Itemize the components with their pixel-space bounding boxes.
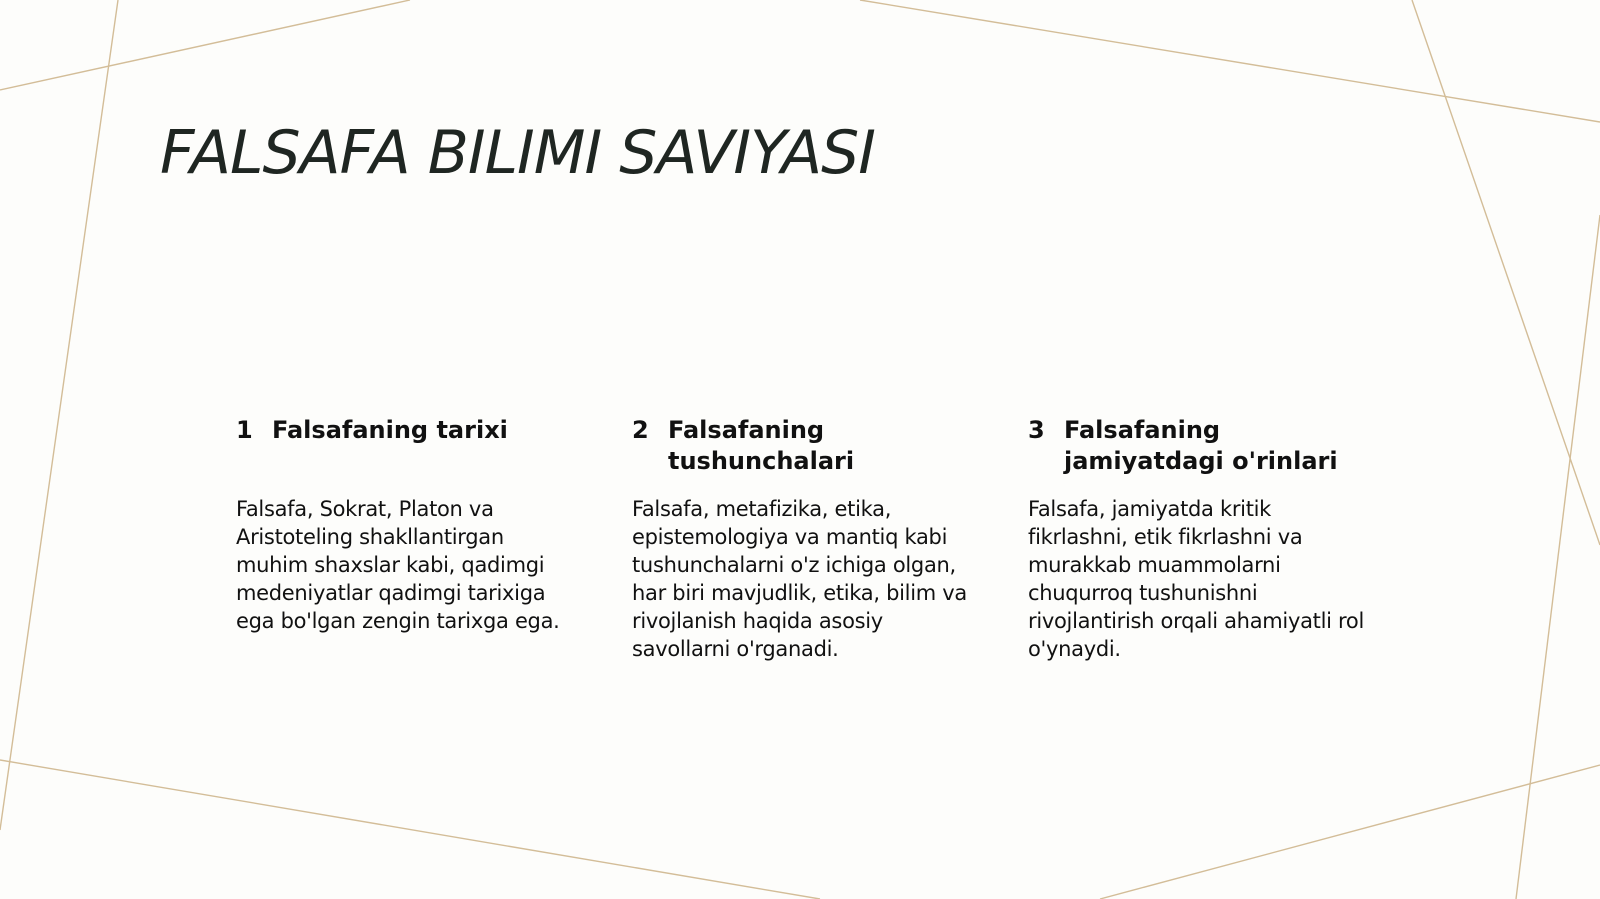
info-column-society	[1028, 415, 1373, 663]
decorative-line	[1100, 765, 1600, 899]
column-number: 2	[632, 416, 649, 444]
column-header	[1028, 415, 1373, 479]
decorative-line	[0, 0, 410, 90]
slide-title: FALSAFA BILIMI SAVIYASI	[160, 118, 875, 188]
column-header	[236, 415, 581, 479]
decorative-line	[1412, 0, 1600, 545]
column-heading: Falsafaning jamiyatdagi o'rinlari	[1064, 416, 1338, 475]
column-body-text: Falsafa, Sokrat, Platon va Aristoteling shakllantirgan muhim shaxslar kabi, qadimgi medeniyatlar qadimgi tarixiga ega bo'lgan zengin tarixga ega.	[236, 497, 560, 633]
decorative-line	[0, 0, 118, 830]
column-number: 3	[1028, 416, 1045, 444]
decorative-line	[860, 0, 1600, 122]
column-body-text: Falsafa, jamiyatda kritik fikrlashni, etik fikrlashni va murakkab muammolarni chuqurroq tushunishni rivojlantirish orqali ahamiyatli rol o'ynaydi.	[1028, 497, 1364, 661]
column-heading: Falsafaning tushunchalari	[668, 416, 855, 475]
decorative-line	[1516, 215, 1600, 899]
info-column-concepts	[632, 415, 977, 663]
column-number: 1	[236, 416, 253, 444]
info-column-history	[236, 415, 581, 635]
decorative-line	[0, 760, 820, 899]
column-body-text: Falsafa, metafizika, etika, epistemologiya va mantiq kabi tushunchalarni o'z ichiga olgan, har biri mavjudlik, etika, bilim va rivojlanish haqida asosiy savollarni o'rganadi.	[632, 497, 967, 661]
column-header	[632, 415, 977, 479]
column-heading: Falsafaning tarixi	[272, 416, 508, 444]
